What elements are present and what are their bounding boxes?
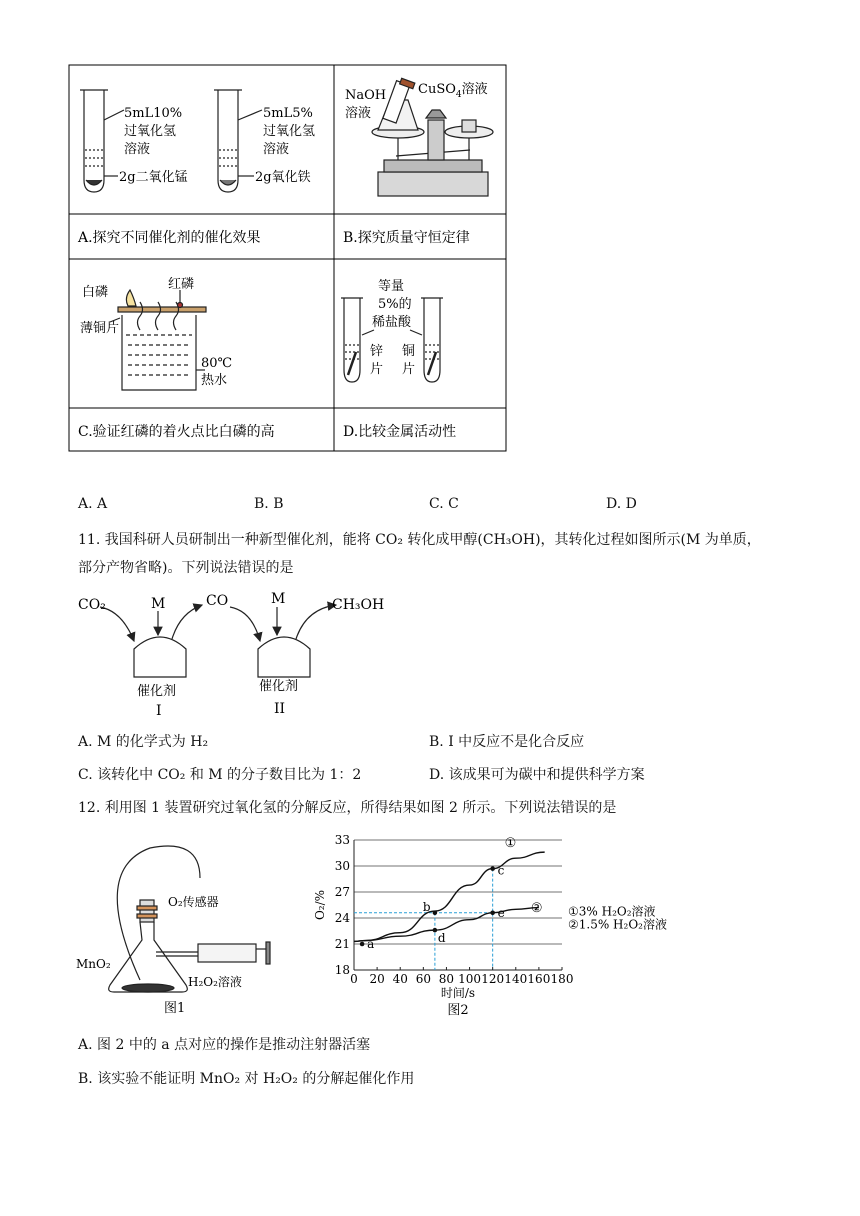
acid-line2: 5%的 bbox=[378, 297, 412, 312]
chart-xlabel: 时间/s bbox=[440, 986, 476, 1000]
cell-a-tube1-line3: 溶液 bbox=[124, 142, 151, 157]
o2-sensor-label: O₂传感器 bbox=[168, 895, 219, 909]
q10-option-c: C. C bbox=[429, 496, 459, 512]
h2o2-solution-label: H₂O₂溶液 bbox=[188, 975, 242, 989]
x-tick-label: 180 bbox=[550, 972, 574, 986]
series-1-marker: ① bbox=[504, 835, 517, 851]
copper-label-2: 片 bbox=[402, 362, 416, 377]
point-e bbox=[490, 911, 495, 916]
zinc-label-1: 锌 bbox=[370, 344, 384, 359]
cell-b-label: B.探究质量守恒定律 bbox=[343, 230, 470, 246]
point-d bbox=[433, 928, 438, 933]
stage-2-label: II bbox=[274, 701, 286, 717]
x-tick-label: 160 bbox=[527, 972, 551, 986]
y-tick-label: 30 bbox=[334, 859, 350, 873]
q11-option-b: B. I 中反应不是化合反应 bbox=[429, 734, 585, 750]
y-tick-label: 24 bbox=[334, 911, 350, 925]
red-phosphorus-label: 红磷 bbox=[168, 277, 195, 292]
m2-label: M bbox=[271, 591, 286, 607]
point-label-c: c bbox=[497, 863, 505, 878]
co2-label: CO₂ bbox=[78, 597, 106, 613]
series-2-marker: ② bbox=[530, 900, 543, 916]
cell-c-figure bbox=[110, 290, 206, 390]
cell-a-tube1-solid: 2g二氧化锰 bbox=[119, 170, 188, 185]
point-a bbox=[360, 942, 365, 947]
y-tick-label: 21 bbox=[334, 937, 350, 951]
q10-option-b: B. B bbox=[254, 496, 284, 512]
point-label-d: d bbox=[437, 931, 446, 946]
point-b bbox=[433, 911, 438, 916]
temperature-label: 80℃ bbox=[201, 356, 233, 371]
cell-a-tube1-line1: 5mL10% bbox=[124, 106, 183, 121]
catalyst-1-label: 催化剂 bbox=[137, 684, 177, 699]
x-tick-label: 40 bbox=[392, 972, 408, 986]
point-label-e: e bbox=[497, 905, 505, 920]
q12-figure2-chart bbox=[310, 825, 690, 1025]
cell-b-naoh: NaOH bbox=[345, 88, 387, 103]
q11-stem-line1: 11. 我国科研人员研制出一种新型催化剂，能将 CO₂ 转化成甲醇(CH₃OH)，其转化过程如图所示(M 为单质， bbox=[78, 532, 761, 548]
point-label-a: a bbox=[367, 937, 375, 951]
chart-caption: 图2 bbox=[447, 1003, 469, 1018]
co-label: CO bbox=[206, 593, 229, 609]
cell-b-naoh-solution: 溶液 bbox=[345, 106, 372, 121]
y-tick-label: 18 bbox=[334, 963, 350, 977]
point-c bbox=[490, 866, 495, 871]
q10-option-a: A. A bbox=[78, 496, 108, 512]
chart-ylabel: O₂/% bbox=[313, 889, 327, 921]
q11-option-d: D. 该成果可为碳中和提供科学方案 bbox=[429, 767, 645, 783]
catalyst-2-shape bbox=[258, 637, 310, 677]
cell-c-label: C.验证红磷的着火点比白磷的高 bbox=[78, 424, 275, 440]
acid-line3: 稀盐酸 bbox=[372, 315, 412, 330]
x-tick-label: 100 bbox=[458, 972, 482, 986]
point-label-b: b bbox=[422, 899, 431, 914]
legend-series-1: ①3% H₂O₂溶液 bbox=[568, 904, 656, 919]
q12-option-a: A. 图 2 中的 a 点对应的操作是推动注射器活塞 bbox=[78, 1037, 371, 1053]
x-tick-label: 60 bbox=[415, 972, 431, 986]
cell-a-tube2-line2: 过氧化氢 bbox=[263, 124, 316, 139]
hot-water-label: 热水 bbox=[201, 373, 228, 388]
cell-a-tube1-line2: 过氧化氢 bbox=[124, 124, 177, 139]
q12-option-b: B. 该实验不能证明 MnO₂ 对 H₂O₂ 的分解起催化作用 bbox=[78, 1071, 415, 1087]
white-phosphorus-label: 白磷 bbox=[82, 285, 109, 300]
stage-1-label: I bbox=[156, 703, 162, 719]
zinc-label-2: 片 bbox=[370, 362, 384, 377]
cell-a-tube2-line3: 溶液 bbox=[263, 142, 290, 157]
q10-option-d: D. D bbox=[606, 496, 637, 512]
x-tick-label: 80 bbox=[438, 972, 455, 986]
acid-line1: 等量 bbox=[378, 279, 405, 294]
catalyst-1-shape bbox=[134, 637, 186, 677]
cell-d-label: D.比较金属活动性 bbox=[343, 424, 457, 440]
mno2-label: MnO₂ bbox=[76, 957, 111, 971]
catalyst-2-label: 催化剂 bbox=[259, 679, 299, 694]
x-tick-label: 0 bbox=[350, 972, 358, 986]
q11-stem-line2: 部分产物省略)。下列说法错误的是 bbox=[78, 560, 294, 576]
legend-series-2: ②1.5% H₂O₂溶液 bbox=[568, 917, 667, 932]
series-line-1 bbox=[354, 852, 545, 941]
q11-diagram bbox=[70, 585, 410, 720]
cell-a-tube2-solid: 2g氧化铁 bbox=[255, 170, 311, 185]
cell-b-cuso4: CuSO$_4$溶液 bbox=[418, 82, 488, 100]
cell-a-label: A.探究不同催化剂的催化效果 bbox=[78, 230, 261, 246]
ch3oh-label: CH₃OH bbox=[332, 597, 385, 613]
y-tick-label: 27 bbox=[334, 885, 350, 899]
experiment-table bbox=[0, 0, 860, 460]
q12-stem: 12. 利用图 1 装置研究过氧化氢的分解反应，所得结果如图 2 所示。下列说法错误的是 bbox=[78, 800, 617, 816]
cell-a-tube2-line1: 5mL5% bbox=[263, 106, 313, 121]
q12-figure1 bbox=[70, 830, 310, 1025]
m1-label: M bbox=[151, 596, 166, 612]
x-tick-label: 140 bbox=[504, 972, 528, 986]
y-tick-label: 33 bbox=[334, 833, 350, 847]
copper-sheet-label: 薄铜片 bbox=[80, 321, 120, 336]
x-tick-label: 120 bbox=[481, 972, 505, 986]
x-tick-label: 20 bbox=[369, 972, 385, 986]
q11-option-a: A. M 的化学式为 H₂ bbox=[78, 734, 209, 750]
q11-option-c: C. 该转化中 CO₂ 和 M 的分子数目比为 1：2 bbox=[78, 767, 362, 783]
copper-label-1: 铜 bbox=[402, 344, 416, 359]
figure1-caption: 图1 bbox=[164, 1001, 186, 1016]
